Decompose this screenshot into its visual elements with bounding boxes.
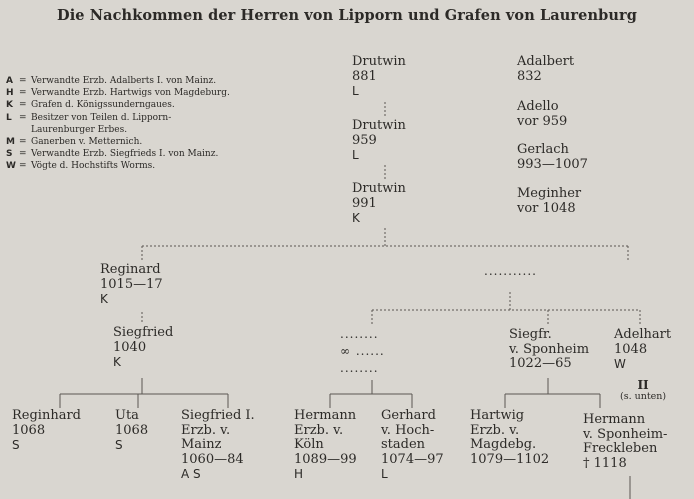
node-adalbert: Adalbert 832 — [517, 54, 575, 84]
node-siegfried: Siegfried 1040 K — [113, 325, 174, 369]
marriage-block: ........ ∞ ...... ........ — [340, 327, 385, 375]
unknown-lineage-dots: ........... — [484, 264, 537, 278]
node-adello: Adello vor 959 — [517, 99, 568, 129]
legend-row-h: H = Verwandte Erzb. Hartwigs von Magdeburg. — [6, 88, 230, 99]
legend-row-k: K = Grafen d. Königssunderngaues. — [6, 100, 175, 111]
legend-row-a: A = Verwandte Erzb. Adalberts I. von Mainz. — [6, 76, 217, 86]
legend-row-s: S = Verwandte Erzb. Siegfrieds I. von Mainz. — [6, 149, 219, 160]
node-reginard: Reginard 1015—17 K — [100, 262, 163, 306]
legend-row-l: L = Besitzer von Teilen d. Lipporn- — [6, 112, 172, 123]
marriage-sign-icon: ∞ — [340, 344, 351, 358]
node-siegfried-i: Siegfried I. Erzb. v. Mainz 1060—84 A S — [181, 408, 255, 481]
node-hartwig: Hartwig Erzb. v. Magdebg. 1079—1102 — [470, 408, 550, 467]
node-adelhart: Adelhart 1048 W — [614, 327, 672, 371]
page-title: Die Nachkommen der Herren von Lipporn und Grafen von Laurenburg — [57, 7, 637, 24]
legend-row-w: W = Vögte d. Hochstifts Worms. — [6, 161, 156, 172]
node-gerlach: Gerlach 993—1007 — [517, 142, 588, 172]
node-drutwin-881: Drutwin 881 L — [352, 54, 406, 98]
node-drutwin-959: Drutwin 959 L — [352, 118, 406, 162]
node-siegfr-sponheim: Siegfr. v. Sponheim 1022—65 — [509, 327, 590, 371]
node-uta: Uta 1068 S — [115, 408, 149, 452]
node-meginher: Meginher vor 1048 — [517, 186, 582, 216]
see-below-note: II (s. unten) — [620, 378, 667, 402]
node-hermann-koeln: Hermann Erzb. v. Köln 1089—99 H — [294, 408, 357, 481]
node-reginhard: Reginhard 1068 S — [12, 408, 81, 452]
legend-row-m: M = Ganerben v. Metternich. — [6, 137, 143, 148]
node-gerhard: Gerhard v. Hoch- staden 1074—97 L — [381, 408, 444, 481]
node-hermann-sponheim: Hermann v. Sponheim- Freckleben † 1118 — [583, 412, 668, 471]
node-drutwin-991: Drutwin 991 K — [352, 181, 406, 225]
legend-row-l-cont: Laurenburger Erbes. — [31, 124, 128, 135]
